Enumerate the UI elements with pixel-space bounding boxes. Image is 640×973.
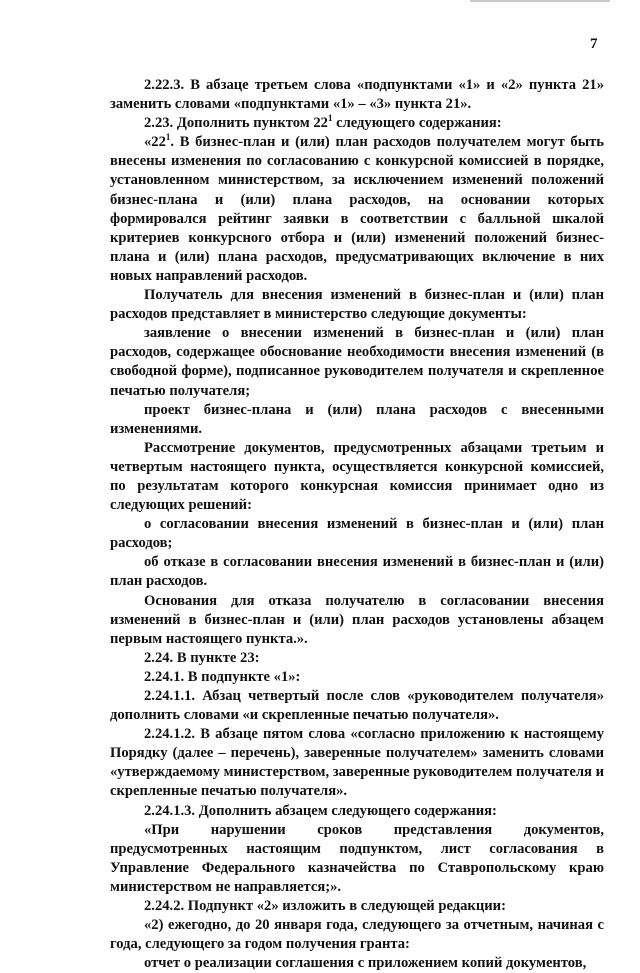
paragraph: Получатель для внесения изменений в бизнес-план и (или) план расходов представляет в министерство следующие документы: [110,287,604,323]
superscript: 1 [165,132,171,143]
paragraph: 2.24.1.2. В абзаце пятом слова «согласно приложению к настоящему Порядку (далее – перечень), заверенные получателем» заменить словами «утверждаемому министерством, заверенные руководителем получателя и скрепленные печатью получателя». [110,726,604,800]
paragraph: заявление о внесении изменений в бизнес-план и (или) план расходов, содержащее обоснование необходимости внесения изменений (в свободной форме), подписанное руководителем получателя и скрепленное печатью получателя; [110,325,604,399]
page-number: 7 [590,36,598,52]
paragraph [110,133,604,286]
paragraph: 2.24.1.3. Дополнить абзацем следующего содержания: [144,802,497,819]
paragraph: Основания для отказа получателю в согласовании внесения изменений в бизнес-план и (или) план расходов установлены абзацем первым настоящего пункта.». [110,592,604,647]
paragraph: 2.24. В пункте 23: [144,649,260,666]
paragraph: 2.24.1. В подпункте «1»: [144,668,301,685]
superscript: 1 [327,113,333,124]
paragraph: отчет о реализации соглашения с приложением копий документов, [144,955,587,972]
text-run: 2.23. Дополнить пунктом 22 [144,115,328,132]
paragraph: 2.24.2. Подпункт «2» изложить в следующей редакции: [144,898,506,915]
text-run: «22 [144,134,166,151]
scan-artifact-line [470,0,610,2]
paragraph [110,114,604,133]
text-run: следующего содержания: [332,115,502,132]
paragraph: «2) ежегодно, до 20 января года, следующего за отчетным, начиная с года, следующего за годом получения гранта: [110,917,604,953]
paragraph: о согласовании внесения изменений в бизнес-план и (или) план расходов; [110,516,604,552]
paragraph: «При нарушении сроков представления документов, предусмотренных настоящим подпунктом, лист согласования в Управление Федерального казначейства по Ставропольскому краю министерством не направляется;». [110,821,604,895]
document-body [110,76,604,973]
text-run: . В бизнес-план и (или) план расходов получателем могут быть внесены изменения по согласованию с конкурсной комиссией в порядке, установленном министерством, за исключением изменений положений бизнес-плана и (или) плана расходов, на основании которых формировался рейтинг заявки в соответствии с балльной шкалой критериев конкурсного отбора и (или) изменений положений бизнес-плана и (или) плана расходов, предусматривающих включение в них новых направлений расходов. [110,134,604,284]
paragraph: 2.24.1.1. Абзац четвертый после слов «руководителем получателя» дополнить словами «и скрепленные печатью получателя». [110,688,604,724]
paragraph: об отказе в согласовании внесения изменений в бизнес-план и (или) план расходов. [110,554,604,590]
paragraph: 2.22.3. В абзаце третьем слова «подпунктами «1» и «2» пункта 21» заменить словами «подпунктами «1» – «3» пункта 21». [110,77,604,113]
paragraph: проект бизнес-плана и (или) плана расходов с внесенными изменениями. [110,401,604,437]
paragraph: Рассмотрение документов, предусмотренных абзацами третьим и четвертым настоящего пункта, осуществляется конкурсной комиссией, по результатам которого конкурсная комиссия принимает одно из следующих решений: [110,439,604,514]
